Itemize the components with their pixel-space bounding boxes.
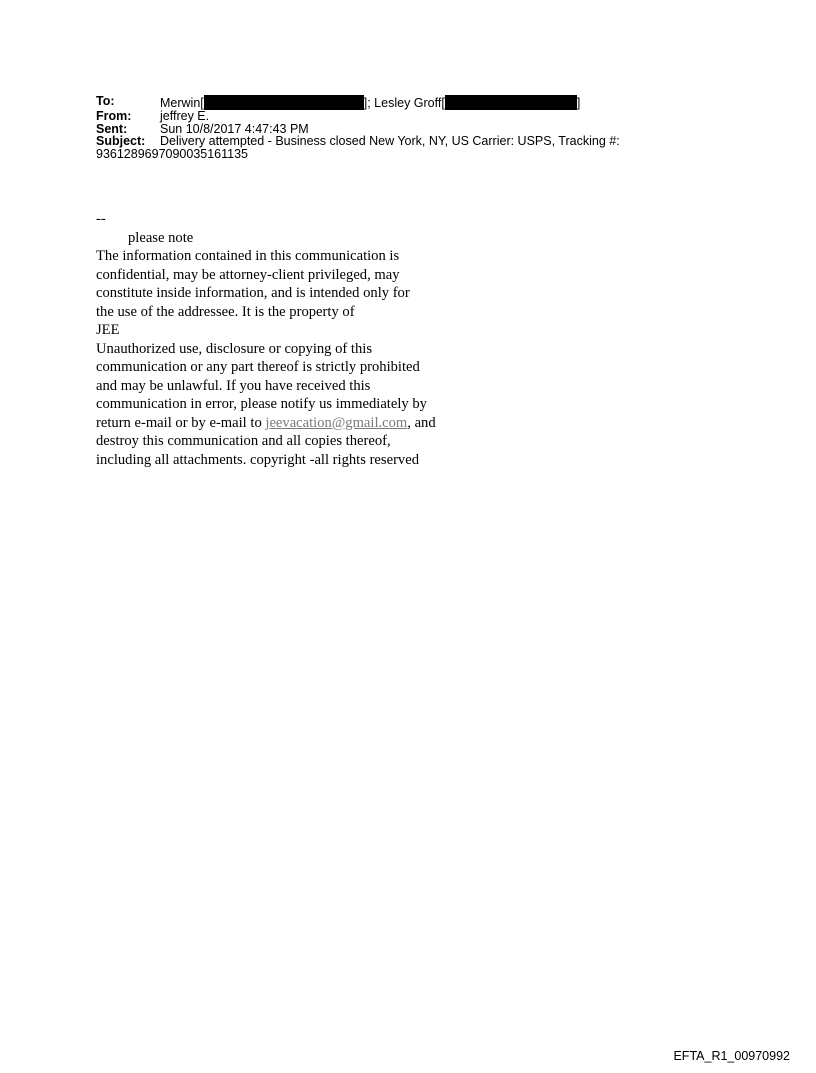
email-link[interactable]: jeevacation@gmail.com [265,414,408,431]
subject-continuation: 9361289697090035161135 [96,146,249,161]
sent-value: Sun 10/8/2017 4:47:43 PM [160,121,309,136]
from-row [96,110,736,123]
to-label: To: [96,94,115,108]
body-line: destroy this communication and all copies thereof, [96,433,391,449]
email-header [96,95,736,160]
to-row [96,95,736,110]
subject-value: Delivery attempted - Business closed New York, NY, US Carrier: USPS, Tracking #: [160,134,620,148]
from-value: jeffrey E. [160,109,210,123]
email-prefix: return e-mail or by e-mail to [96,414,266,431]
email-body [96,210,516,469]
to-recipient-1: Merwin[ [160,96,204,110]
sent-label: Sent: [96,121,128,136]
subject-row [96,135,736,148]
body-separator: -- [96,211,106,227]
to-separator: ]; Lesley Groff[ [363,96,445,110]
body-line: and may be unlawful. If you have received this [96,377,371,394]
redaction-bar [445,95,577,110]
body-line: Unauthorized use, disclosure or copying of this [96,340,373,357]
redaction-bar [204,95,364,110]
email-suffix: , and [407,414,436,431]
body-line: JEE [96,322,120,338]
body-note: please note [128,229,194,246]
body-line: the use of the addressee. It is the property of [96,303,355,320]
from-label: From: [96,109,132,123]
subject-label: Subject: [96,134,146,148]
to-end: ] [576,96,581,110]
body-email-line [96,414,516,433]
body-line: communication in error, please notify us immediately by [96,396,427,412]
body-line: confidential, may be attorney-client privileged, may [96,266,400,283]
body-line: including all attachments. copyright -all rights reserved [96,451,419,468]
document-id: EFTA_R1_00970992 [673,1049,790,1063]
body-line: communication or any part thereof is strictly prohibited [96,359,420,375]
to-value [160,95,736,110]
body-line: The information contained in this communication is [96,248,400,264]
body-line: constitute inside information, and is intended only for [96,285,410,301]
